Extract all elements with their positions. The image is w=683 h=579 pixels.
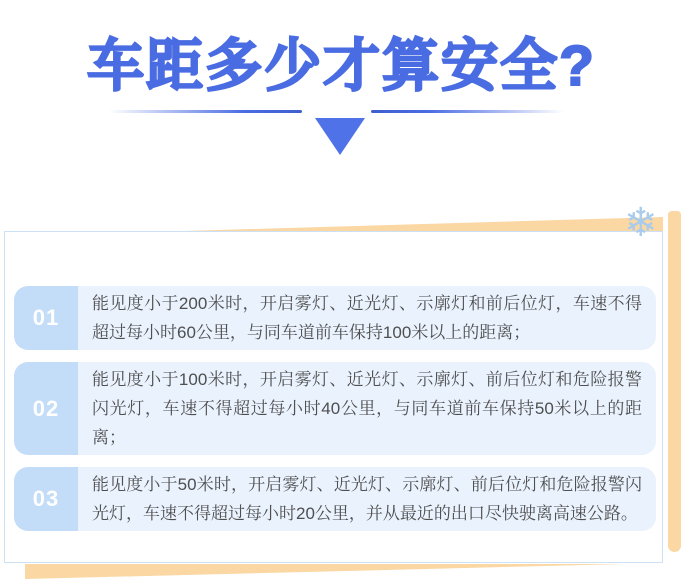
item-number-badge: 03 — [14, 467, 78, 531]
card-accent-bottom — [25, 564, 625, 579]
down-arrow-icon — [315, 118, 365, 155]
title-underline-left — [109, 110, 302, 113]
card-accent-top — [150, 217, 663, 232]
page-title: 车距多少才算安全? — [87, 34, 596, 98]
list-item-1 — [14, 286, 656, 350]
list-item-2 — [14, 362, 656, 455]
item-text: 能见度小于200米时，开启雾灯、近光灯、示廓灯和前后位灯，车速不得超过每小时60公里，与同车道前车保持100米以上的距离； — [78, 286, 656, 350]
item-text: 能见度小于50米时，开启雾灯、近光灯、示廓灯、前后位灯和危险报警闪光灯，车速不得超过每小时20公里，并从最近的出口尽快驶离高速公路。 — [78, 467, 656, 531]
item-number-badge: 01 — [14, 286, 78, 350]
title-underline-right — [371, 110, 564, 113]
card-accent-right — [668, 211, 681, 552]
item-number-badge: 02 — [14, 362, 78, 455]
item-text: 能见度小于100米时，开启雾灯、近光灯、示廓灯、前后位灯和危险报警闪光灯，车速不得超过每小时40公里，与同车道前车保持50米以上的距离； — [78, 362, 656, 455]
rule-list — [14, 286, 656, 531]
snowflake-icon: ❄ — [624, 201, 658, 245]
list-item-3 — [14, 467, 656, 531]
